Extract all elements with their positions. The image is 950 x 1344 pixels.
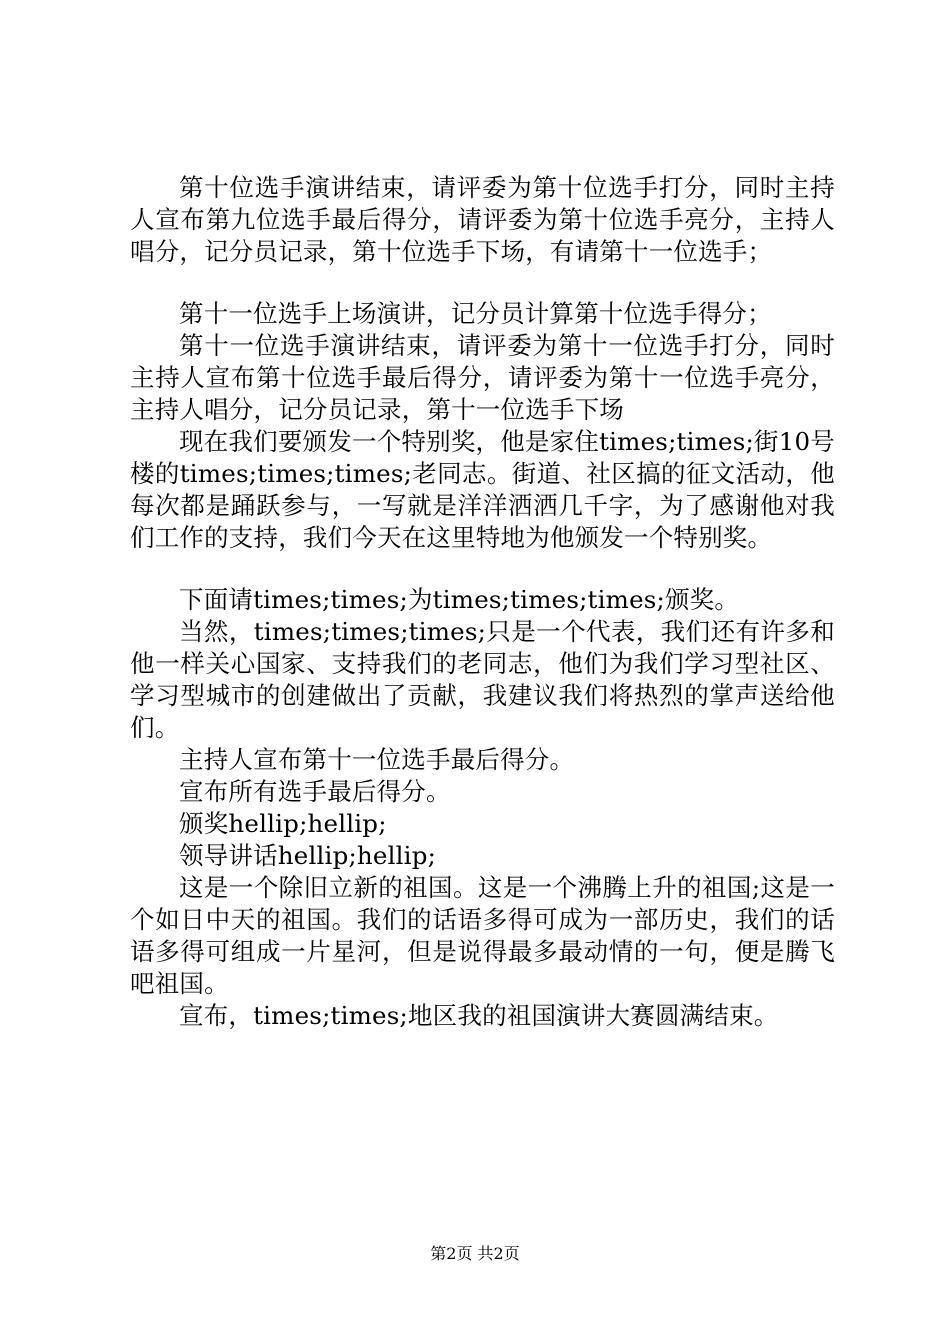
- page-number-label: 第2页 共2页: [430, 1244, 520, 1263]
- paragraph-3: 第十一位选手演讲结束，请评委为第十一位选手打分，同时主持人宣布第十位选手最后得分，请评委为第十一位选手亮分，主持人唱分，记分员记录，第十一位选手下场: [130, 331, 835, 424]
- paragraph-6: 当然，times;times;times;只是一个代表，我们还有许多和他一样关心国家、支持我们的老同志，他们为我们学习型社区、学习型城市的创建做出了贡献，我建议我们将热烈的掌声送给他们。: [130, 617, 835, 742]
- paragraph-gap: [130, 268, 835, 298]
- paragraph-4: 现在我们要颁发一个特别奖，他是家住times;times;街10号楼的times;times;times;老同志。街道、社区搞的征文活动，他每次都是踊跃参与，一写就是洋洋洒洒几千字，为了感谢他对我们工作的支持，我们今天在这里特地为他颁发一个特别奖。: [130, 427, 835, 552]
- paragraph-gap: [130, 554, 835, 584]
- paragraph-11: 这是一个除旧立新的祖国。这是一个沸腾上升的祖国;这是一个如日中天的祖国。我们的话语多得可成为一部历史，我们的话语多得可组成一片星河，但是说得最多最动情的一句，便是腾飞吧祖国。: [130, 873, 835, 998]
- paragraph-1: 第十位选手演讲结束，请评委为第十位选手打分，同时主持人宣布第九位选手最后得分，请评委为第十位选手亮分，主持人唱分，记分员记录，第十位选手下场，有请第十一位选手；: [130, 173, 835, 266]
- paragraph-8: 宣布所有选手最后得分。: [179, 777, 451, 806]
- document-body: [130, 172, 835, 1032]
- paragraph-7: 主持人宣布第十一位选手最后得分。: [179, 745, 575, 774]
- paragraph-9: 颁奖hellip;hellip;: [179, 809, 387, 838]
- page-footer: [0, 1243, 950, 1265]
- paragraph-5: 下面请times;times;为times;times;times;颁奖。: [179, 585, 740, 614]
- paragraph-12: 宣布，times;times;地区我的祖国演讲大赛圆满结束。: [179, 1001, 779, 1030]
- paragraph-10: 领导讲话hellip;hellip;: [179, 841, 437, 870]
- paragraph-2: 第十一位选手上场演讲，记分员计算第十位选手得分；: [179, 299, 772, 328]
